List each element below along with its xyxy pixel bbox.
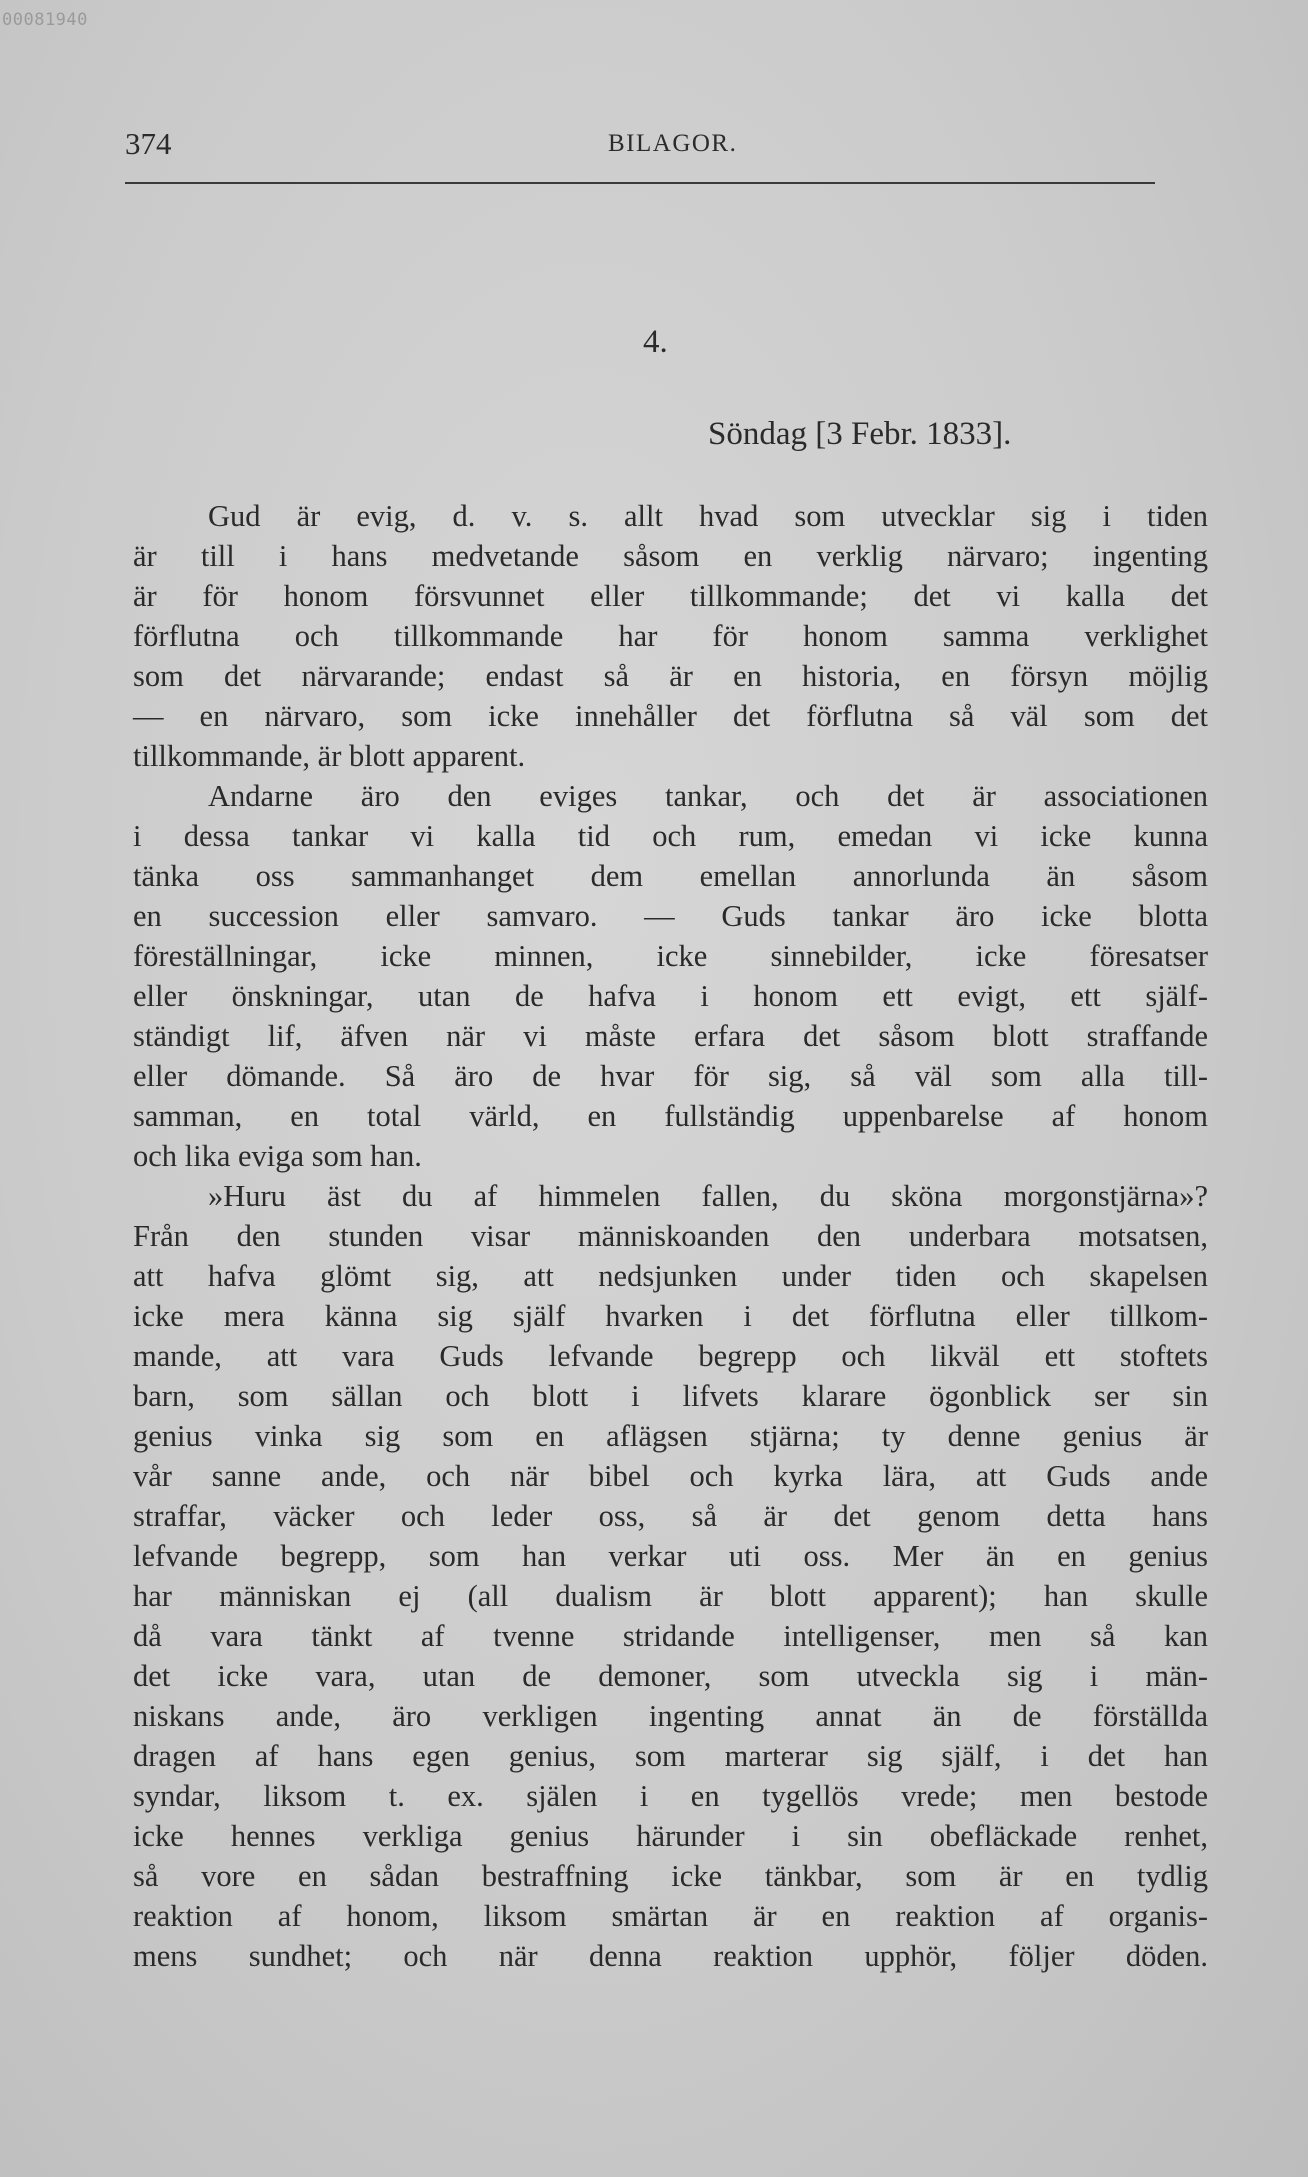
text-line: lefvande begrepp, som han verkar uti oss. Mer än en genius [133, 1539, 1208, 1573]
text-line: som det närvarande; endast så är en historia, en försyn möjlig [133, 659, 1208, 693]
page-number: 374 [125, 126, 172, 161]
text-line: eller dömande. Så äro de hvar för sig, så väl som alla till- [133, 1059, 1208, 1093]
text-line: dragen af hans egen genius, som marterar sig själf, i det han [133, 1739, 1208, 1773]
text-line: ständigt lif, äfven när vi måste erfara det såsom blott straffande [133, 1019, 1208, 1053]
text-line: Gud är evig, d. v. s. allt hvad som utvecklar sig i tiden [208, 499, 1208, 533]
text-line: en succession eller samvaro. — Guds tankar äro icke blotta [133, 899, 1208, 933]
text-line: Från den stunden visar människoanden den underbara motsatsen, [133, 1219, 1208, 1253]
text-line: att hafva glömt sig, att nedsjunken under tiden och skapelsen [133, 1259, 1208, 1293]
section-title: BILAGOR. [608, 130, 738, 157]
running-head [125, 122, 1155, 172]
text-line: tänka oss sammanhanget dem emellan annorlunda än såsom [133, 859, 1208, 893]
text-line: icke hennes verkliga genius härunder i sin obefläckade renhet, [133, 1819, 1208, 1853]
text-line: genius vinka sig som en aflägsen stjärna; ty denne genius är [133, 1419, 1208, 1453]
text-line: då vara tänkt af tvenne stridande intelligenser, men så kan [133, 1619, 1208, 1653]
text-line: så vore en sådan bestraffning icke tänkbar, som är en tydlig [133, 1859, 1208, 1893]
text-line: är för honom försvunnet eller tillkommande; det vi kalla det [133, 579, 1208, 613]
text-line: mens sundhet; och när denna reaktion upphör, följer döden. [133, 1939, 1208, 1973]
text-line: i dessa tankar vi kalla tid och rum, emedan vi icke kunna [133, 819, 1208, 853]
text-line: icke mera känna sig själf hvarken i det förflutna eller tillkom- [133, 1299, 1208, 1333]
text-line: straffar, väcker och leder oss, så är det genom detta hans [133, 1499, 1208, 1533]
text-line: Andarne äro den eviges tankar, och det är associationen [208, 779, 1208, 813]
text-line: har människan ej (all dualism är blott apparent); han skulle [133, 1579, 1208, 1613]
text-line: mande, att vara Guds lefvande begrepp och likväl ett stoftets [133, 1339, 1208, 1373]
text-line: föreställningar, icke minnen, icke sinnebilder, icke föresatser [133, 939, 1208, 973]
text-line: »Huru äst du af himmelen fallen, du sköna morgonstjärna»? [208, 1179, 1208, 1213]
body-text [133, 496, 1208, 1976]
header-rule [125, 182, 1155, 184]
text-line: reaktion af honom, liksom smärtan är en reaktion af organis- [133, 1899, 1208, 1933]
text-line: är till i hans medvetande såsom en verklig närvaro; ingenting [133, 539, 1208, 573]
text-line: tillkommande, är blott apparent. [133, 739, 526, 773]
text-line: barn, som sällan och blott i lifvets klarare ögonblick ser sin [133, 1379, 1208, 1413]
text-line: niskans ande, äro verkligen ingenting annat än de förställda [133, 1699, 1208, 1733]
text-line: syndar, liksom t. ex. själen i en tygellös vrede; men bestode [133, 1779, 1208, 1813]
text-line: eller önskningar, utan de hafva i honom ett evigt, ett själf- [133, 979, 1208, 1013]
entry-number: 4. [643, 324, 668, 360]
entry-date: Söndag [3 Febr. 1833]. [708, 416, 1012, 452]
text-line: förflutna och tillkommande har för honom samma verklighet [133, 619, 1208, 653]
text-line: samman, en total värld, en fullständig uppenbarelse af honom [133, 1099, 1208, 1133]
text-line: — en närvaro, som icke innehåller det förflutna så väl som det [133, 699, 1208, 733]
scan-id: 00081940 [2, 10, 88, 30]
text-line: och lika eviga som han. [133, 1139, 422, 1173]
text-line: vår sanne ande, och när bibel och kyrka lära, att Guds ande [133, 1459, 1208, 1493]
text-line: det icke vara, utan de demoner, som utveckla sig i män- [133, 1659, 1208, 1693]
